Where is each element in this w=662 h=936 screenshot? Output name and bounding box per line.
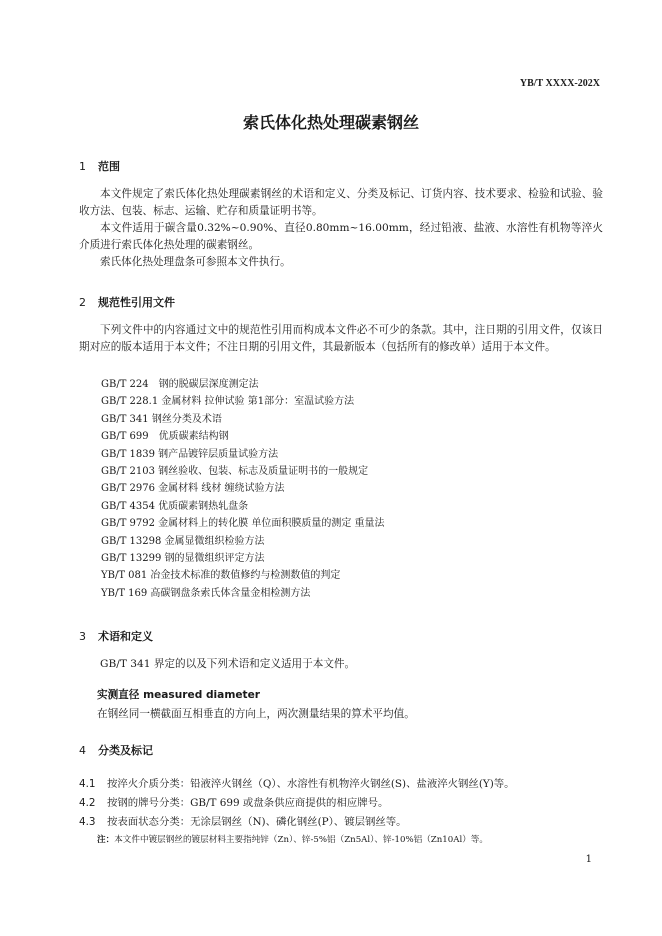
document-title: 索氏体化热处理碳素钢丝	[242, 113, 419, 132]
standard-number: YB/T XXXX-202X	[519, 78, 600, 89]
section-1-heading	[79, 158, 120, 174]
reference-item: GB/T 699 优质碳素结构钢	[101, 431, 229, 443]
item-number: 4.1	[79, 778, 96, 790]
item-text: 按钢的牌号分类：GB/T 699 或盘条供应商提供的相应牌号。	[107, 797, 389, 809]
classification-item	[79, 794, 388, 809]
item-text: 按表面状态分类：无涂层钢丝（N)、磷化钢丝(P）、镀层钢丝等。	[107, 816, 407, 828]
references-intro: 下列文件中的内容通过文中的规范性引用而构成本文件必不可少的条款。其中，注日期的引用文件，仅该日期对应的版本适用于本文件；不注日期的引用文件，其最新版本（包括所有的修改单）适用于本文件。	[79, 324, 603, 353]
reference-item: GB/T 9792 金属材料上的转化膜 单位面积膜质量的测定 重量法	[101, 518, 385, 530]
item-number: 4.2	[79, 797, 96, 809]
item-number: 4.3	[79, 816, 96, 828]
reference-list	[101, 376, 385, 602]
note	[97, 833, 488, 845]
reference-item: GB/T 4354 优质碳素钢热轧盘条	[101, 500, 249, 512]
reference-item: GB/T 13298 金属显微组织检验方法	[101, 535, 265, 547]
scope-paragraph-1: 本文件规定了索氏体化热处理碳素钢丝的术语和定义、分类及标记、订货内容、技术要求、检验和试验、验收方法、包装、标志、运输、贮存和质量证明书等。	[79, 188, 603, 217]
section-title: 分类及标记	[98, 744, 153, 757]
scope-paragraph-3: 索氏体化热处理盘条可参照本文件执行。	[100, 256, 291, 268]
section-number: 3	[79, 630, 86, 643]
section-2-heading	[79, 294, 175, 310]
section-3-heading	[79, 628, 153, 644]
reference-item: GB/T 228.1 金属材料 拉伸试验 第1部分：室温试验方法	[101, 396, 355, 408]
reference-item: YB/T 169 高碳钢盘条索氏体含量金相检测方法	[101, 587, 311, 599]
note-label: 注：	[97, 835, 115, 845]
term-entry: 实测直径 measured diameter	[97, 689, 261, 701]
note-text: 本文件中镀层钢丝的镀层材料主要指纯锌（Zn）、锌-5%铝（Zn5Al）、锌-10%铝（Zn10Al）等。	[114, 835, 488, 845]
section-number: 2	[79, 296, 86, 309]
reference-item: GB/T 341 钢丝分类及术语	[101, 413, 222, 425]
section-number: 4	[79, 744, 86, 757]
reference-item: GB/T 1839 钢产品镀锌层质量试验方法	[101, 448, 279, 460]
reference-item: YB/T 081 冶金技术标准的数值修约与检测数值的判定	[101, 570, 341, 582]
item-text: 按淬火介质分类：铅液淬火钢丝（Q）、水溶性有机物淬火钢丝(S)、盐液淬火钢丝(Y)等。	[107, 778, 515, 790]
section-title: 规范性引用文件	[98, 296, 175, 309]
scope-paragraph-2: 本文件适用于碳含量0.32%~0.90%、直径0.80mm~16.00mm，经过铅液、盐液、水溶性有机物等淬火介质进行索氏体化热处理的碳素钢丝。	[79, 222, 603, 251]
section-4-heading	[79, 742, 153, 758]
reference-item: GB/T 224 钢的脱碳层深度测定法	[101, 379, 259, 390]
section-title: 范围	[98, 160, 120, 173]
reference-item: GB/T 2976 金属材料 线材 缠绕试验方法	[101, 483, 285, 495]
page-number: 1	[585, 854, 592, 865]
section-title: 术语和定义	[98, 630, 153, 643]
reference-item: GB/T 13299 钢的显微组织评定方法	[101, 553, 265, 565]
classification-item	[79, 775, 515, 790]
reference-item: GB/T 2103 钢丝验收、包装、标志及质量证明书的一般规定	[101, 466, 369, 478]
classification-item	[79, 813, 407, 828]
section-number: 1	[79, 160, 86, 173]
term-definition: 在钢丝同一横截面互相垂直的方向上，两次测量结果的算术平均值。	[97, 708, 415, 720]
terms-intro: GB/T 341 界定的以及下列术语和定义适用于本文件。	[100, 658, 356, 670]
